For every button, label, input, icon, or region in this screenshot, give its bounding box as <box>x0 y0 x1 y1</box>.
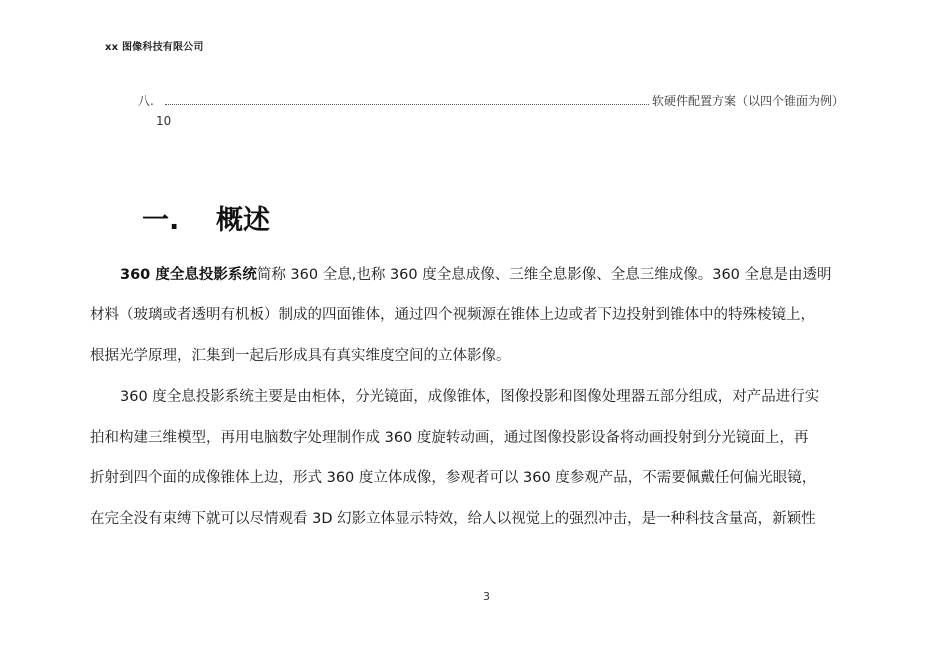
paragraph-2-line-2: 拍和构建三维模型，再用电脑数字处理制作成 360 度旋转动画，通过图像投影设备将动画投射到分光镜面上，再 <box>90 430 809 446</box>
paragraph-1-line-3: 根据光学原理，汇集到一起后形成具有真实维度空间的立体影像。 <box>90 348 511 364</box>
paragraph-2-line-3: 折射到四个面的成像锥体上边，形式 360 度立体成像，参观者可以 360 度参观产品，不需要佩戴任何偏光眼镜， <box>90 470 817 486</box>
header-company-name: xx 图像科技有限公司 <box>105 42 204 53</box>
toc-entry[interactable] <box>138 92 868 110</box>
paragraph-text: 简称 360 全息,也称 360 度全息成像、三维全息影像、全息三维成像。360 全息是由透明 <box>256 267 832 283</box>
paragraph-2-line-4: 在完全没有束缚下就可以尽情观看 3D 幻影立体显示特效，给人以视觉上的强烈冲击，是一种科技含量高，新颖性 <box>90 511 816 527</box>
section-title: 概述 <box>216 205 270 236</box>
toc-leader-dots <box>165 92 649 105</box>
paragraph-1-line-2: 材料（玻璃或者透明有机板）制成的四面锥体，通过四个视频源在锥体上边或者下边投射到锥体中的特殊棱镜上， <box>90 307 815 323</box>
toc-entry-title: 软硬件配置方案（以四个锥面为例） <box>652 94 845 108</box>
bold-term: 360 度全息投影系统 <box>120 267 257 283</box>
toc-entry-number: 八. <box>138 94 154 108</box>
section-number: 一. <box>142 205 180 236</box>
toc-entry-page: 10 <box>156 114 172 128</box>
paragraph-1-line-1 <box>120 263 832 284</box>
paragraph-2-line-1: 360 度全息投影系统主要是由柜体，分光镜面，成像锥体，图像投影和图像处理器五部分组成，对产品进行实 <box>120 389 820 405</box>
section-heading <box>142 198 270 237</box>
page-number: 3 <box>483 590 490 603</box>
